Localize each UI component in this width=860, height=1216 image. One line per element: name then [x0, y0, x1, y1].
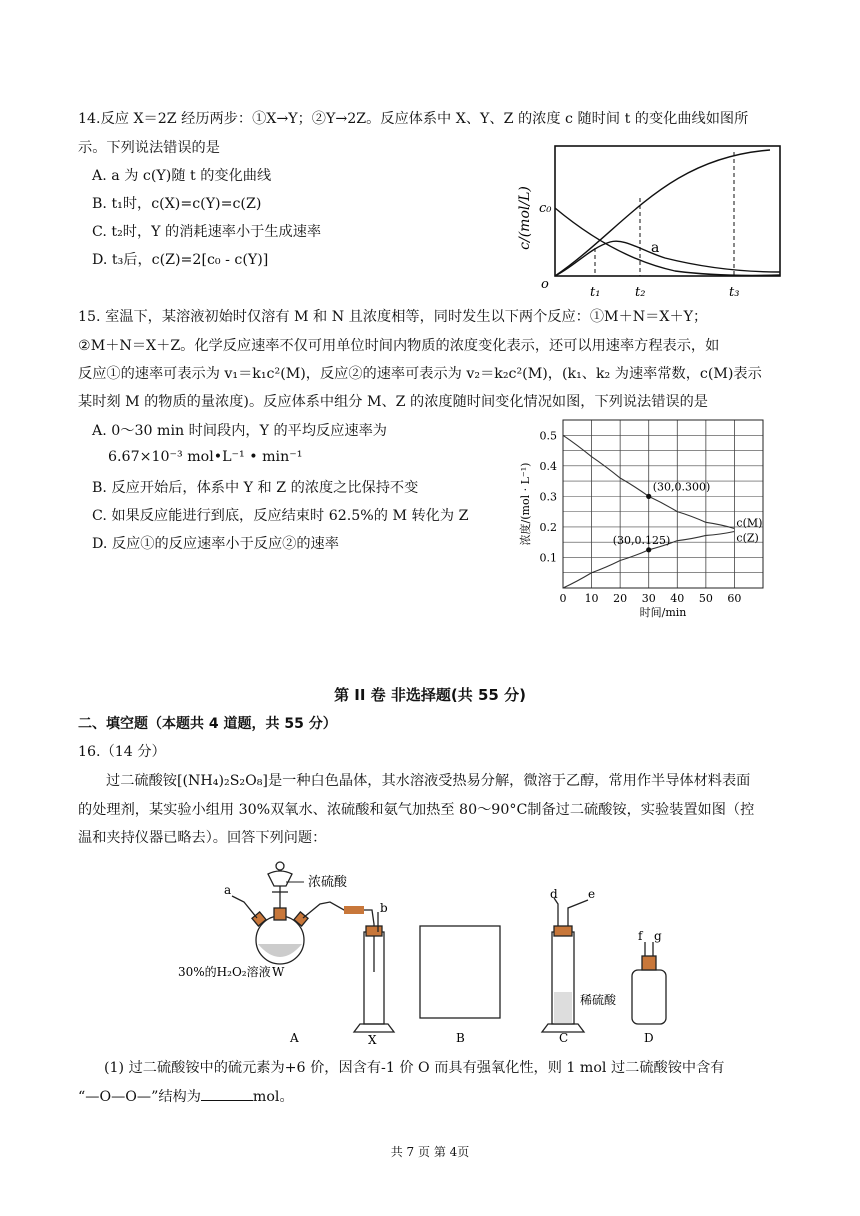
- q16-para-line2: 的处理剂，某实验小组用 30%双氧水、浓硫酸和氨气加热至 80～90°C制备过二硫酸铵，实验装置如图（控: [78, 802, 755, 818]
- q15-option-a-value: 6.67×10⁻³ mol•L⁻¹ • min⁻¹: [108, 449, 303, 465]
- label-B: B: [456, 1031, 465, 1044]
- x-tick-label: 10: [584, 592, 599, 605]
- series-label: c(Z): [736, 531, 759, 545]
- label-X: X: [368, 1033, 377, 1044]
- x-tick-label: 50: [698, 592, 713, 605]
- q14-stem-line1: 14.反应 X＝2Z 经历两步：①X→Y；②Y→2Z。反应体系中 X、Y、Z 的浓度 c 随时间 t 的变化曲线如图所: [78, 111, 749, 127]
- x-tick-label: 20: [613, 592, 628, 605]
- q14-option-d: D. t₃后，c(Z)=2[c₀ - c(Y)]: [92, 252, 269, 268]
- q14-curve-a: a: [651, 240, 660, 256]
- label-A: A: [290, 1031, 299, 1044]
- annotation-label: (30,0.300): [652, 480, 711, 494]
- q14-concentration-graph: [515, 138, 785, 303]
- y-tick-label: 0.2: [539, 520, 557, 534]
- q15-stem-line3: 反应①的速率可表示为 v₁＝k₁c²(M)，反应②的速率可表示为 v₂＝k₂c²(M)，(k₁、k₂ 为速率常数，c(M)表示: [78, 366, 762, 382]
- apparatus-diagram: [160, 852, 700, 1044]
- q14-t2: t₂: [635, 285, 646, 300]
- x-tick-label: 0: [559, 592, 567, 605]
- q14-stem-line2: 示。下列说法错误的是: [78, 140, 220, 156]
- annotation-point: [646, 494, 651, 499]
- section-heading: 二、填空题（本题共 4 道题，共 55 分）: [78, 716, 337, 732]
- q15-stem-line4: 某时刻 M 的物质的量浓度)。反应体系中组分 M、Z 的浓度随时间变化情况如图，下列说法错误的是: [78, 394, 708, 410]
- q14-ylabel: c/(mol/L): [517, 186, 533, 250]
- answer-blank[interactable]: [201, 1088, 253, 1101]
- x-tick-label: 30: [641, 592, 656, 605]
- q14-option-b: B. t₁时，c(X)=c(Y)=c(Z): [92, 196, 262, 212]
- q16-para-line3: 温和夹持仪器已略去）。回答下列问题：: [78, 830, 327, 846]
- q16-sub1-line1: (1) 过二硫酸铵中的硫元素为+6 价，因含有-1 价 O 而具有强氧化性，则 1 mol 过二硫酸铵中含有: [104, 1060, 725, 1076]
- port-a: a: [224, 883, 232, 897]
- q14-option-c: C. t₂时，Y 的消耗速率小于生成速率: [92, 224, 322, 240]
- label-h2o2: 30%的H₂O₂溶液: [178, 965, 271, 979]
- q15-chart: [515, 412, 785, 622]
- q15-option-c: C. 如果反应能进行到底，反应结束时 62.5%的 M 转化为 Z: [92, 508, 469, 524]
- label-conc-acid: 浓硫酸: [308, 875, 348, 890]
- x-axis-label: 时间/min: [639, 606, 687, 619]
- q16-sub1-text: “—O—O—”结构为: [78, 1089, 201, 1105]
- q14-t3: t₃: [729, 285, 740, 300]
- label-dilute-acid: 稀硫酸: [580, 993, 617, 1007]
- q16-sub1-line2: [78, 1086, 294, 1106]
- q14-option-a: A. a 为 c(Y)随 t 的变化曲线: [92, 168, 272, 184]
- series-label: c(M): [736, 516, 763, 530]
- port-e: e: [588, 887, 596, 901]
- y-tick-label: 0.5: [539, 429, 557, 443]
- y-tick-label: 0.1: [539, 551, 557, 565]
- q15-option-a: A. 0～30 min 时间段内，Y 的平均反应速率为: [92, 423, 387, 439]
- q16-para-line1: 过二硫酸铵[(NH₄)₂S₂O₈]是一种白色晶体，其水溶液受热易分解，微溶于乙醇，常用作半导体材料表面: [106, 773, 751, 789]
- port-g: g: [654, 929, 662, 943]
- part2-title: 第 II 卷 非选择题(共 55 分): [334, 686, 526, 704]
- q16-heading: 16.（14 分）: [78, 744, 166, 760]
- label-C: C: [559, 1031, 569, 1044]
- port-f: f: [638, 929, 643, 943]
- port-b: b: [380, 901, 388, 915]
- q14-t1: t₁: [590, 285, 601, 300]
- q15-option-d: D. 反应①的反应速率小于反应②的速率: [92, 536, 339, 552]
- y-tick-label: 0.4: [539, 459, 557, 473]
- q14-c0: c₀: [539, 201, 552, 216]
- label-D: D: [644, 1031, 654, 1044]
- x-tick-label: 60: [727, 592, 742, 605]
- x-tick-label: 40: [670, 592, 685, 605]
- y-tick-label: 0.3: [539, 490, 557, 504]
- q15-stem-line1: 15. 室温下，某溶液初始时仅溶有 M 和 N 且浓度相等，同时发生以下两个反应：①M＋N＝X＋Y；: [78, 309, 708, 325]
- annotation-point: [646, 547, 651, 552]
- q14-origin: o: [541, 277, 549, 292]
- annotation-label: (30,0.125): [612, 533, 671, 547]
- q15-stem-line2: ②M＋N＝X＋Z。化学反应速率不仅可用单位时间内物质的浓度变化表示，还可以用速率方程表示，如: [78, 338, 720, 354]
- q15-option-b: B. 反应开始后，体系中 Y 和 Z 的浓度之比保持不变: [92, 480, 419, 496]
- label-w: W: [272, 965, 285, 979]
- q16-sub1-unit: mol。: [252, 1089, 294, 1105]
- y-axis-label: 浓度/(mol · L⁻¹): [519, 462, 532, 546]
- port-d: d: [550, 887, 558, 901]
- page-footer: 共 7 页 第 4页: [390, 1145, 470, 1159]
